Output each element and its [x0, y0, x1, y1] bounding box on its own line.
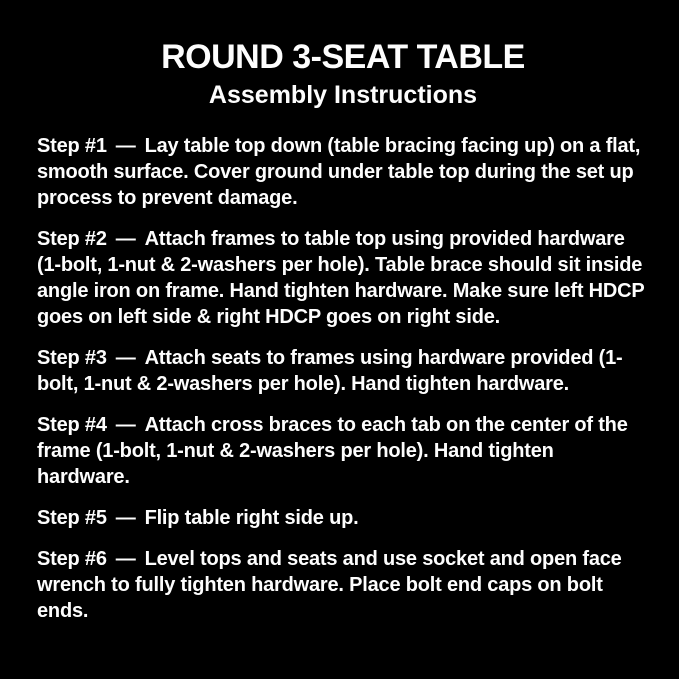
step-item-3 — [37, 345, 649, 397]
em-dash: — — [115, 507, 136, 529]
em-dash: — — [115, 347, 136, 369]
step-text: Flip table right side up. — [144, 507, 359, 529]
step-label: Step #4 — [37, 414, 107, 436]
page-subtitle: Assembly Instructions — [208, 81, 478, 109]
em-dash: — — [115, 228, 136, 250]
step-item-4 — [37, 412, 649, 490]
step-label: Step #2 — [37, 228, 107, 250]
step-item-1 — [37, 133, 649, 211]
step-item-5 — [37, 505, 649, 531]
step-label: Step #6 — [37, 548, 107, 570]
em-dash: — — [115, 548, 136, 570]
step-label: Step #5 — [37, 507, 107, 529]
step-text: Attach cross braces to each tab on the center of the frame (1-bolt, 1-nut & 2-washers per hole). Hand tighten hardware. — [37, 414, 628, 488]
steps-list — [37, 133, 649, 624]
step-label: Step #1 — [37, 135, 107, 157]
step-label: Step #3 — [37, 347, 107, 369]
step-item-2 — [37, 226, 649, 330]
step-text: Lay table top down (table bracing facing up) on a flat, smooth surface. Cover ground under table top during the set up process to prevent damage. — [37, 135, 641, 209]
em-dash: — — [115, 414, 136, 436]
step-text: Level tops and seats and use socket and open face wrench to fully tighten hardware. Place bolt end caps on bolt ends. — [37, 548, 622, 622]
step-item-6 — [37, 546, 649, 624]
step-text: Attach seats to frames using hardware provided (1-bolt, 1-nut & 2-washers per hole). Hand tighten hardware. — [37, 347, 623, 395]
step-text: Attach frames to table top using provided hardware (1-bolt, 1-nut & 2-washers per hole). Table brace should sit inside angle iron on frame. Hand tighten hardware. Make sure left HDCP goes on left side & right HDCP goes on right side. — [37, 228, 645, 328]
page-title: ROUND 3-SEAT TABLE — [161, 38, 525, 76]
em-dash: — — [115, 135, 136, 157]
